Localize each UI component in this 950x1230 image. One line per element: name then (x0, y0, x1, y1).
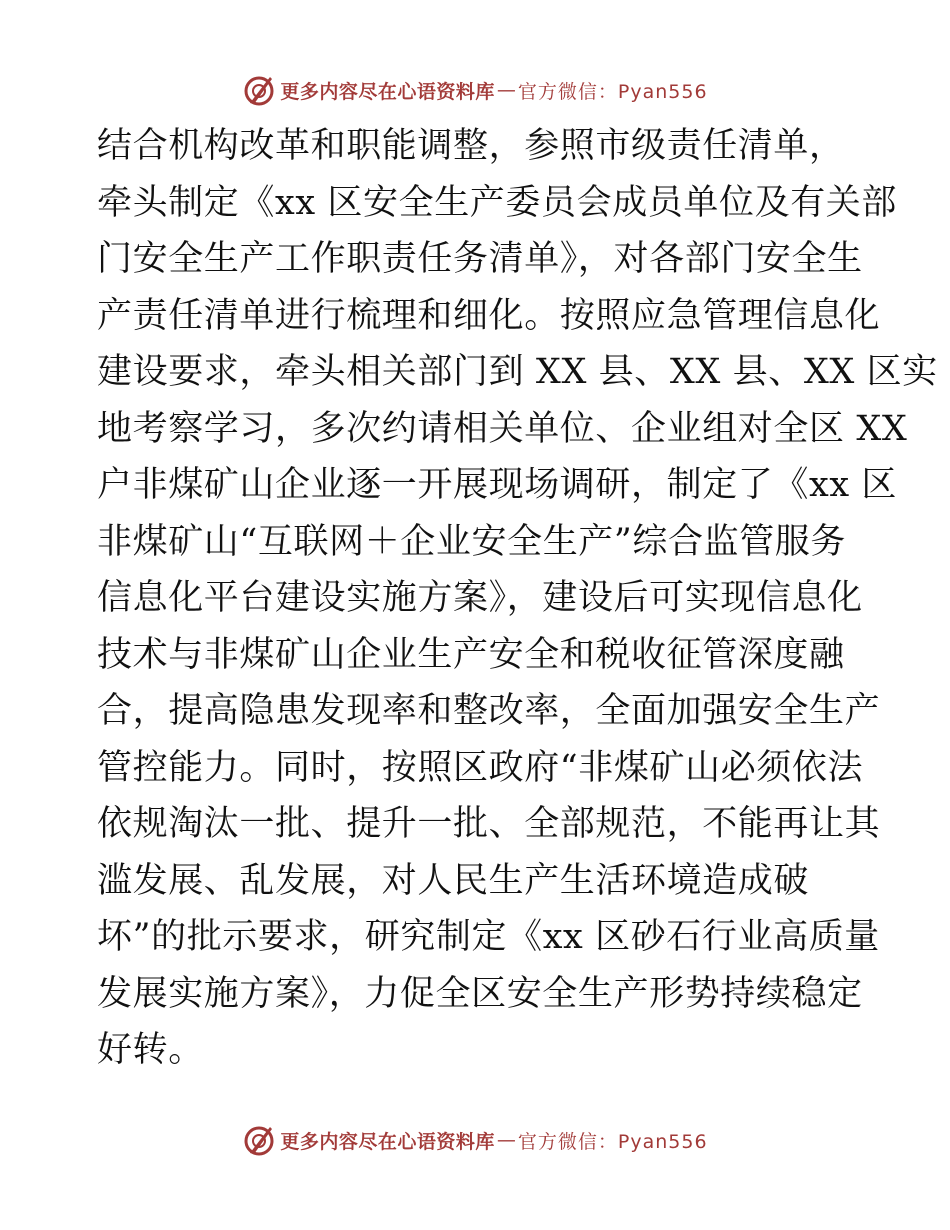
banner-wechat-text: 官方微信：Pyan556 (517, 1130, 708, 1153)
body-line: 管控能力。同时，按照区政府“非煤矿山必须依法 (97, 747, 864, 788)
body-line: 产责任清单进行梳理和细化。按照应急管理信息化 (97, 295, 881, 336)
footer-banner (0, 1120, 950, 1160)
header-banner (0, 70, 950, 110)
body-line: 依规淘汰一批、提升一批、全部规范，不能再让其 (97, 804, 881, 844)
body-line: 非煤矿山“互联网＋企业安全生产”综合监管服务 (97, 521, 846, 562)
quill-circle-logo-icon (242, 73, 276, 107)
body-line: 牵头制定《xx 区安全生产委员会成员单位及有关部 (97, 182, 898, 223)
banner-main-text: 更多内容尽在心语资料库 (280, 1130, 495, 1153)
body-line: 好转。 (97, 1030, 204, 1070)
body-line: 合，提高隐患发现率和整改率，全面加强安全生产 (97, 691, 881, 731)
body-line: 发展实施方案》，力促全区安全生产形势持续稳定 (97, 973, 863, 1014)
body-line: 滥发展、乱发展，对人民生产生活环境造成破 (97, 860, 810, 901)
banner-separator: — (496, 1129, 516, 1151)
body-line: 技术与非煤矿山企业生产安全和税收征管深度融 (97, 634, 845, 675)
quill-circle-logo-icon (242, 1123, 276, 1157)
body-line: 地考察学习，多次约请相关单位、企业组对全区 XX (97, 408, 908, 449)
body-line: 户非煤矿山企业逐一开展现场调研，制定了《xx 区 (97, 465, 898, 505)
banner-separator: — (496, 79, 516, 101)
body-line: 坏”的批示要求，研究制定《xx 区砂石行业高质量 (97, 917, 880, 957)
body-line: 门安全生产工作职责任务清单》，对各部门安全生 (97, 239, 863, 279)
banner-main-text: 更多内容尽在心语资料库 (280, 80, 495, 103)
body-line: 信息化平台建设实施方案》，建设后可实现信息化 (97, 578, 863, 618)
body-line: 建设要求，牵头相关部门到 XX 县、XX 县、XX 区实 (97, 352, 938, 392)
banner-wechat-text: 官方微信：Pyan556 (517, 80, 708, 103)
document-body (97, 118, 938, 1079)
body-line: 结合机构改革和职能调整，参照市级责任清单， (97, 126, 845, 166)
